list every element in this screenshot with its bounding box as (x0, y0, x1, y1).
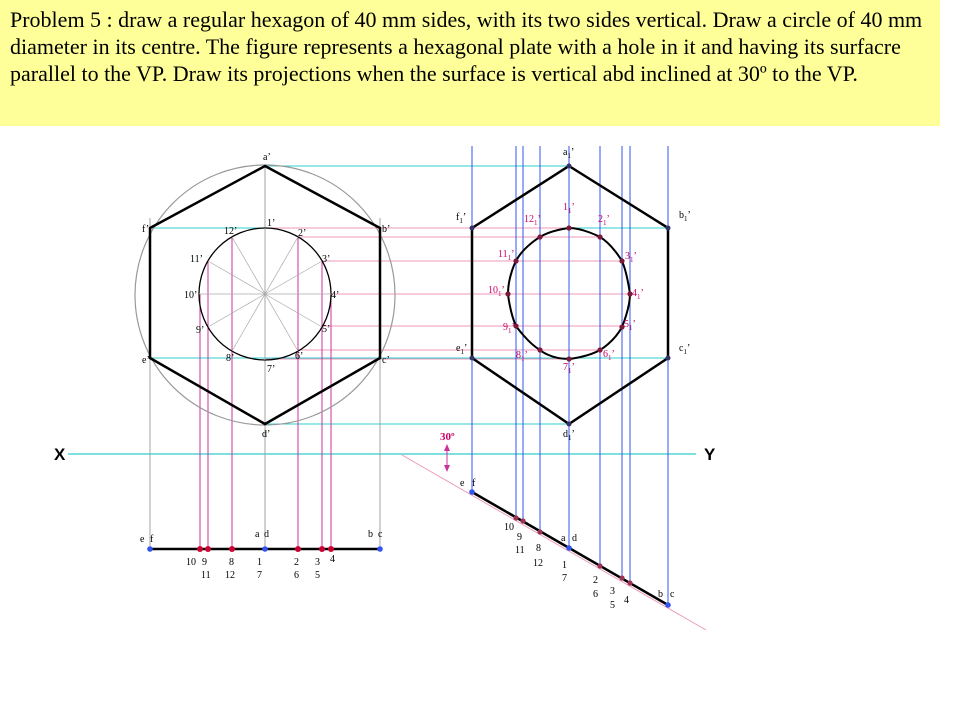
final-label-8: $8_1$’ (516, 350, 528, 363)
inclined-label-10: 10 (504, 522, 514, 533)
top-label-9: 9 (202, 557, 207, 568)
label-d-prime: d’ (262, 429, 271, 440)
final-label-c1: $c_1$’ (679, 343, 691, 356)
top-label-12: 12 (225, 570, 235, 581)
top-view (140, 529, 383, 581)
final-front-view (456, 147, 691, 442)
inclined-label-c: c (670, 589, 675, 600)
y-label: Y (704, 445, 716, 464)
hole-projectors-horizontal (265, 228, 630, 359)
inclined-hole-9-11 (520, 518, 525, 523)
top-hole-point-2-6 (295, 546, 301, 552)
inclined-label-b: b (658, 589, 663, 600)
final-label-5: $5_1$’ (624, 319, 636, 332)
angle-arrowhead-down (444, 465, 450, 472)
final-label-f1: $f_1$’ (456, 212, 467, 225)
top-label-8: 8 (229, 557, 234, 568)
top-point-ef (147, 546, 153, 552)
top-point-ad (262, 546, 268, 552)
top-label-1: 1 (257, 557, 262, 568)
inclined-point-ad (566, 545, 572, 551)
inclined-point-bc (665, 602, 671, 608)
label-3-prime: 3’ (322, 254, 331, 265)
final-label-6: $6_1$’ (603, 349, 615, 362)
top-label-a: a (255, 529, 260, 540)
label-1-prime: 1’ (267, 218, 276, 229)
label-11-prime: 11’ (190, 254, 203, 265)
label-12-prime: 12’ (224, 226, 238, 237)
construction-lines (68, 146, 706, 630)
inclined-label-2: 2 (593, 575, 598, 586)
label-9-prime: 9’ (196, 325, 205, 336)
top-label-d: d (264, 529, 269, 540)
final-label-9: $9_1$’ (503, 322, 515, 335)
final-label-7: $7_1$’ (563, 362, 575, 375)
inclined-label-f: f (472, 478, 476, 489)
inclined-point-ef (469, 489, 475, 495)
inclined-hole-10 (513, 515, 518, 520)
x-label: X (54, 445, 66, 464)
final-label-10: $10_1$’ (488, 285, 505, 298)
inclined-label-3: 3 (610, 586, 615, 597)
top-label-6: 6 (294, 570, 299, 581)
inclined-label-4: 4 (624, 595, 629, 606)
top-hole-point-9-11 (205, 546, 211, 552)
top-label-f: f (150, 534, 154, 545)
inclined-label-1: 1 (562, 560, 567, 571)
top-hole-point-8-12 (229, 546, 235, 552)
top-hole-point-10 (197, 546, 203, 552)
label-4-prime: 4’ (331, 290, 340, 301)
top-label-7: 7 (257, 570, 262, 581)
label-5-prime: 5’ (322, 324, 331, 335)
inclined-hole-2-6 (597, 563, 602, 568)
label-2-prime: 2’ (298, 228, 307, 239)
problem-statement: Problem 5 : draw a regular hexagon of 40 mm sides, with its two sides vertical. Draw a circle of 40 mm diameter in its centre. The figure represents a hexagonal plate with a hole in it and having its surfacre parallel to the VP. Draw its projections when the surface is vertical abd inclined at 30º to the VP. (0, 0, 940, 126)
label-7-prime: 7’ (267, 364, 276, 375)
final-label-11: $11_1$’ (498, 249, 515, 262)
final-label-2: $2_1$’ (598, 214, 610, 227)
angle-arrowhead-up (444, 444, 450, 451)
top-label-b: b (368, 529, 373, 540)
top-point-bc (377, 546, 383, 552)
top-hole-point-3-5 (319, 546, 325, 552)
top-label-10: 10 (186, 557, 196, 568)
final-label-d1: $d_1$’ (563, 429, 575, 442)
inclined-label-a: a (561, 533, 566, 544)
label-8-prime: 8’ (226, 353, 235, 364)
top-label-3: 3 (315, 557, 320, 568)
inclined-hole-4 (627, 580, 632, 585)
axis-labels (54, 431, 716, 472)
inclined-hole-3-5 (619, 575, 624, 580)
top-label-2: 2 (294, 557, 299, 568)
inclined-hole-8-12 (537, 529, 542, 534)
label-6-prime: 6’ (295, 351, 304, 362)
inclined-top-view (460, 478, 675, 611)
inclined-label-5: 5 (610, 600, 615, 611)
inclined-label-12: 12 (533, 558, 543, 569)
label-a-prime: a’ (263, 152, 271, 163)
label-c-prime: c’ (382, 355, 390, 366)
top-label-5: 5 (315, 570, 320, 581)
final-label-a1: $a_1$’ (563, 147, 575, 160)
final-label-12: $12_1$’ (524, 214, 541, 227)
magenta-projectors (200, 237, 331, 549)
inclined-plane-line (402, 455, 706, 630)
top-label-4: 4 (330, 554, 335, 565)
final-label-4: $4_1$’ (632, 288, 644, 301)
inclined-label-6: 6 (593, 589, 598, 600)
top-label-11: 11 (201, 570, 211, 581)
top-label-e: e (140, 534, 145, 545)
inclined-label-d: d (572, 533, 577, 544)
inclined-label-8: 8 (536, 543, 541, 554)
top-label-c: c (378, 529, 383, 540)
inclined-label-11: 11 (515, 545, 525, 556)
inclined-label-7: 7 (562, 573, 567, 584)
inclined-label-9: 9 (517, 532, 522, 543)
label-10-prime: 10’ (184, 290, 198, 301)
hole-division-lines (199, 228, 331, 360)
angle-label: 30º (440, 431, 455, 443)
label-e-prime: e’ (142, 355, 150, 366)
inclined-label-e: e (460, 478, 465, 489)
final-label-3: $3_1$’ (625, 251, 637, 264)
final-label-e1: $e_1$’ (456, 343, 468, 356)
label-f-prime: f’ (142, 224, 150, 235)
final-label-b1: $b_1$’ (679, 210, 691, 223)
final-label-1: $1_1$’ (563, 202, 575, 215)
top-hole-point-4 (328, 546, 334, 552)
label-b-prime: b’ (382, 224, 391, 235)
